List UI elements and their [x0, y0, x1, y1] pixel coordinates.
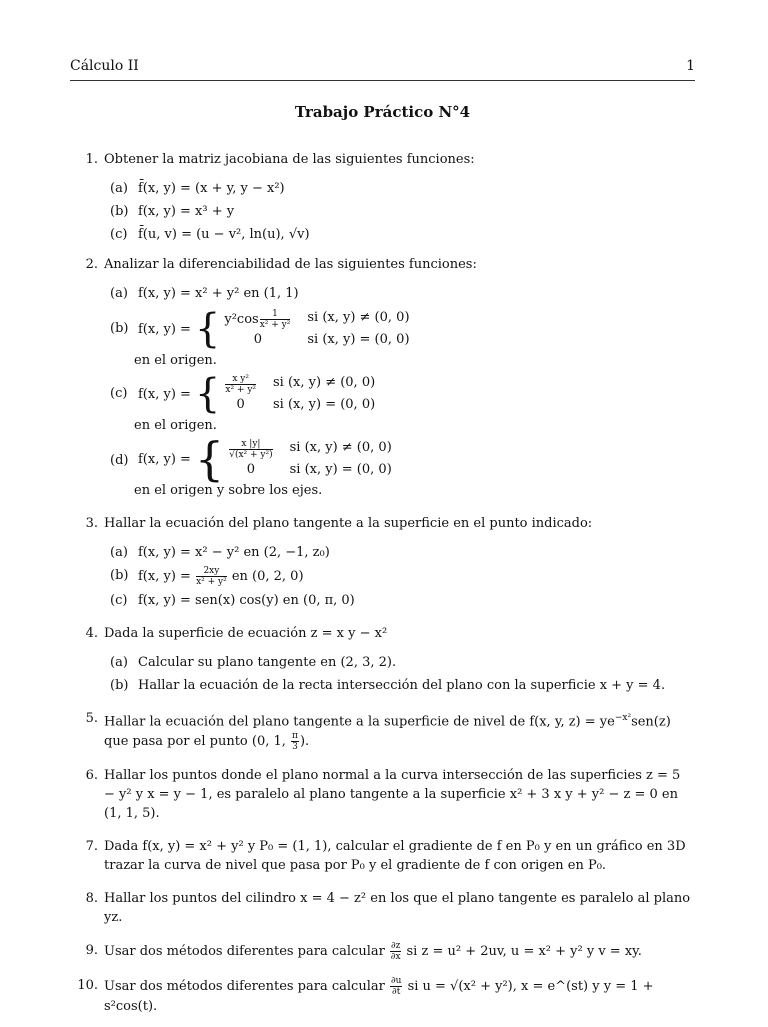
cases [228, 439, 392, 479]
case-condition: si (x, y) ≠ (0, 0) [273, 375, 376, 390]
exercise-text: Usar dos métodos diferentes para calcular [104, 944, 385, 960]
item-label: (b) [110, 204, 129, 219]
item-label: (c) [110, 227, 128, 242]
cases [224, 309, 409, 349]
exercise-number: 7. [85, 839, 98, 855]
exercise-number: 1. [85, 152, 98, 167]
list-item [70, 566, 695, 587]
case-expression: 0 [236, 397, 245, 412]
item-math: f̄(x, y) = (x + y, y − x²) [138, 181, 285, 196]
case-expression [224, 374, 257, 395]
item-math: f̄(u, v) = (u − v², ln(u), √v) [138, 227, 310, 242]
list-item [70, 225, 695, 244]
exercise-text: sen(z) que pasa por el punto (0, 1, [104, 714, 671, 750]
exponent: −x² [614, 713, 632, 723]
item-label: (b) [110, 321, 129, 336]
exercise-number: 5. [85, 711, 98, 726]
exercise-number: 10. [77, 978, 98, 994]
list-item [70, 676, 695, 695]
item-label: (a) [110, 655, 128, 670]
piecewise-function [138, 432, 392, 486]
list-item [70, 653, 695, 672]
case-expression: 0 [253, 332, 262, 347]
list-item [70, 543, 695, 562]
exercise-text: si u = √(x² + y²), x = e^(st) y y = 1 + s²cos(t). [104, 979, 654, 1015]
exercise-number: 3. [85, 516, 98, 531]
exercise-4 [70, 624, 695, 695]
exercise-text: Dada la superficie de ecuación z = x y − x² [104, 626, 388, 641]
list-item [70, 284, 695, 303]
case-condition: si (x, y) = (0, 0) [273, 397, 376, 412]
course-name: Cálculo II [70, 58, 139, 74]
exercise-text: Hallar los puntos del cilindro x = 4 − z² en los que el plano tangente es paralelo al plano yz. [104, 891, 691, 926]
header-rule [70, 80, 695, 81]
left-brace: { [194, 306, 221, 352]
list-item [70, 202, 695, 221]
exercise-1 [70, 150, 695, 244]
exercise-text: Usar dos métodos diferentes para calcular [104, 979, 385, 995]
item-label: (a) [110, 286, 128, 301]
item-label: (a) [110, 545, 128, 560]
exercise-2 [70, 255, 695, 500]
item-note: en el origen. [134, 418, 217, 433]
item-label: (b) [110, 678, 129, 693]
exercise-text: ). [299, 734, 310, 750]
case-condition: si (x, y) ≠ (0, 0) [289, 440, 392, 455]
exercise-number: 4. [85, 626, 98, 641]
exercise-list [70, 150, 695, 1027]
document-page [70, 0, 695, 1024]
exercise-9 [70, 941, 695, 962]
item-label: (c) [110, 593, 128, 608]
fraction: $\frac{\pi}{3}$ [292, 731, 298, 753]
exercise-8 [70, 889, 695, 927]
exercise-text: Hallar la ecuación del plano tangente a la superficie en el punto indicado: [104, 516, 593, 531]
case-expression: y²cos $\frac{1}{\text{x² + y²}}$ [224, 309, 291, 330]
function-lhs: f(x, y) = [138, 451, 191, 467]
fraction: $\frac{\partial z}{\partial x}$ [390, 941, 401, 963]
function-lhs: f(x, y) = [138, 321, 191, 337]
exercise-number: 6. [85, 768, 98, 784]
case-expression [228, 439, 273, 460]
exercise-number: 9. [85, 943, 98, 959]
function-lhs: f(x, y) = [138, 386, 191, 402]
exercise-text: Hallar los puntos donde el plano normal a la curva intersección de las superficies z = 5 − y² y x = y − 1, es paralelo al plano tangente a la superficie x² + 3 x y + y² − z = 0 en (1, 1, 5). [104, 768, 681, 822]
item-math: en (0, 2, 0) [231, 569, 304, 584]
page-title: Trabajo Práctico N°4 [294, 103, 471, 121]
exercise-text: Analizar la diferenciabilidad de las siguientes funciones: [104, 257, 477, 272]
item-math: f(x, y) = x² − y² en (2, −1, z₀) [138, 545, 330, 560]
exercise-3 [70, 514, 695, 610]
function-lhs: f(x, y) = [138, 569, 191, 584]
exercise-text: si z = u² + 2uv, u = x² + y² y v = xy. [406, 944, 642, 960]
case-condition: si (x, y) = (0, 0) [307, 332, 410, 347]
left-brace: { [194, 371, 221, 417]
cases [224, 374, 375, 414]
item-label: (a) [110, 181, 128, 196]
fraction: $\frac{1}{\text{x² + y²}}$ [259, 309, 291, 330]
exercise-6 [70, 766, 695, 823]
item-note: en el origen. [134, 353, 217, 368]
list-item [70, 432, 695, 486]
item-math: Calcular su plano tangente en (2, 3, 2). [138, 655, 397, 670]
exercise-10 [70, 976, 695, 1016]
fraction: $\frac{\partial u}{\partial t}$ [390, 976, 402, 998]
exercise-text: Dada f(x, y) = x² + y² y P₀ = (1, 1), calcular el gradiente de f en P₀ y en un gráfico en 3D trazar la curva de nivel que pasa por P₀ y el gradiente de f con origen en P₀. [104, 839, 686, 874]
fraction: $\frac{2xy}{\text{x² + y²}}$ [196, 566, 227, 587]
page-number: 1 [686, 58, 695, 74]
piecewise-function [138, 371, 376, 417]
case-condition: si (x, y) = (0, 0) [289, 462, 392, 477]
list-item [70, 371, 695, 417]
item-note: en el origen y sobre los ejes. [134, 483, 323, 498]
item-math: f(x, y) = sen(x) cos(y) en (0, π, 0) [138, 593, 355, 608]
case-condition: si (x, y) ≠ (0, 0) [307, 310, 410, 325]
item-math: f(x, y) = x² + y² en (1, 1) [138, 286, 299, 301]
fraction: $\frac{x |y|}{\text{√(x² + y²)}}$ [229, 439, 273, 460]
item-math: f(x, y) = x³ + y [138, 204, 235, 219]
exercise-number: 8. [85, 891, 98, 907]
left-brace: { [194, 432, 225, 486]
exercise-text: Obtener la matriz jacobiana de las siguientes funciones: [104, 152, 475, 167]
exercise-text: Hallar la ecuación del plano tangente a la superficie de nivel de f(x, y, z) = ye [104, 714, 615, 730]
list-item [70, 179, 695, 198]
exercise-number: 2. [85, 257, 98, 272]
item-label: (c) [110, 386, 128, 401]
piecewise-function [138, 306, 410, 352]
case-expression: 0 [246, 462, 256, 477]
exercise-5 [70, 709, 695, 752]
item-math: Hallar la ecuación de la recta intersección del plano con la superficie x + y = 4. [138, 678, 666, 693]
exercise-7 [70, 837, 695, 875]
item-label: (d) [110, 453, 129, 468]
item-label: (b) [110, 568, 129, 583]
list-item [70, 306, 695, 352]
fraction: $\frac{\text{x y²}}{\text{x² + y²}}$ [225, 374, 257, 395]
list-item [70, 591, 695, 610]
